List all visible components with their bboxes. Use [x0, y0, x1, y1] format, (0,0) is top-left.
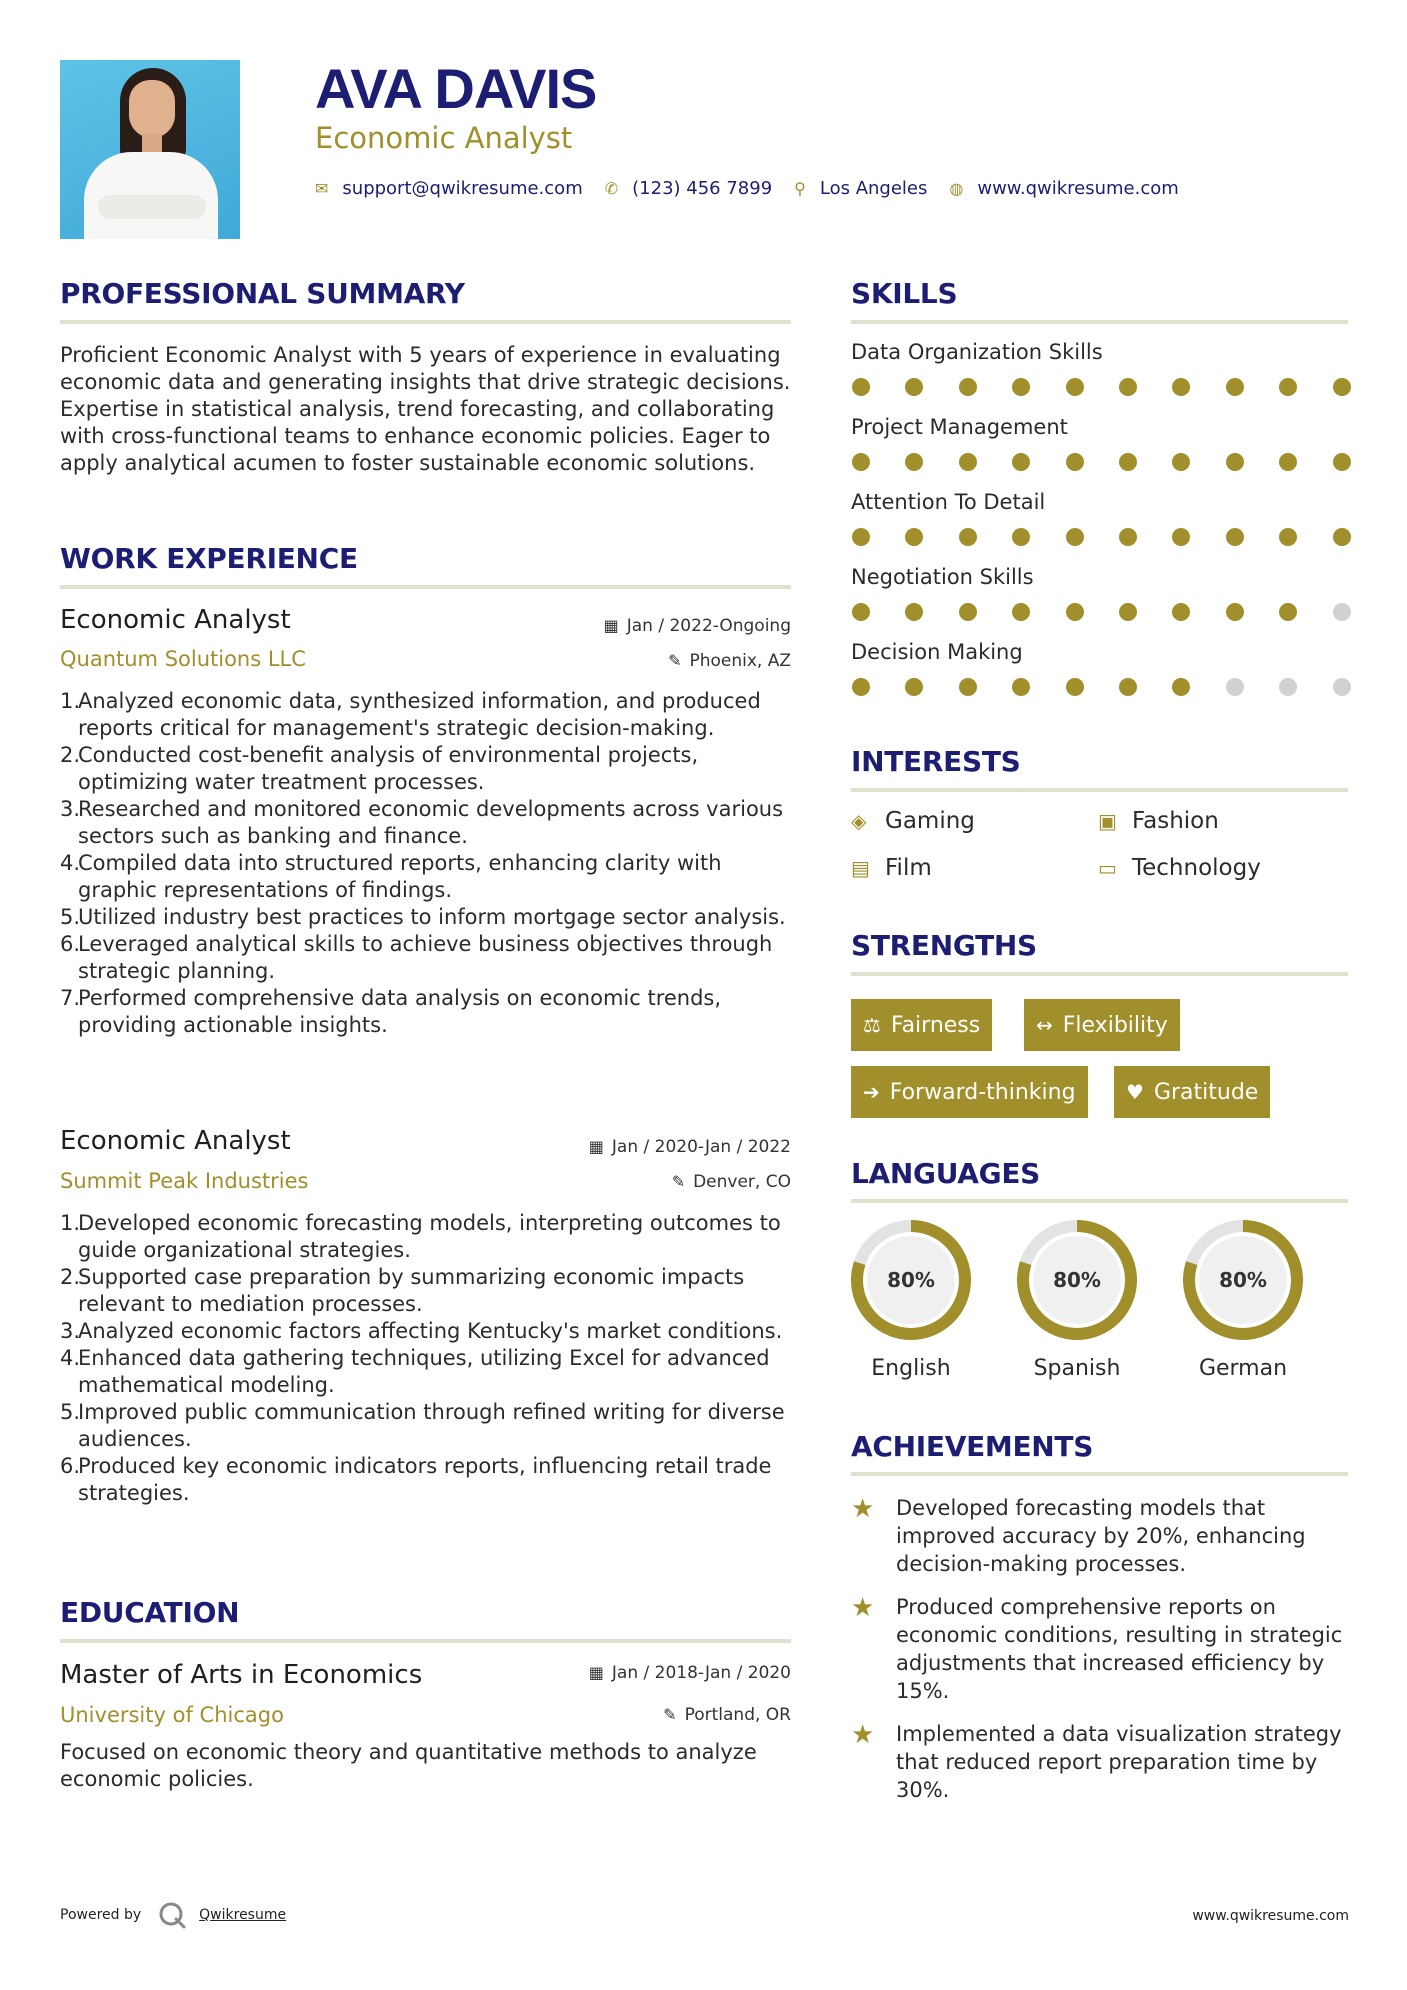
- language-ring: [850, 1219, 972, 1341]
- skill-dot-filled: [1066, 453, 1084, 471]
- education-location: ✎ Portland, OR: [663, 1705, 791, 1725]
- section-divider: [60, 320, 791, 324]
- language-percent: 80%: [887, 1268, 935, 1292]
- job-duties-list: [60, 688, 795, 1039]
- skill-rating: [851, 603, 1349, 627]
- list-item: 1. Analyzed economic data, synthesized information, and produced reports critical for management's strategic decision-making.: [60, 689, 761, 740]
- candidate-name: AVA DAVIS: [315, 57, 597, 120]
- education-description: Focused on economic theory and quantitative methods to analyze economic policies.: [60, 1740, 757, 1791]
- section-heading-interests: INTERESTS: [851, 745, 1021, 778]
- skill-label: Negotiation Skills: [851, 565, 1034, 589]
- calendar-icon: ▦: [588, 1137, 604, 1156]
- contact-bar: [315, 178, 1201, 199]
- skill-dot-filled: [1012, 603, 1030, 621]
- contact-location: ⚲ Los Angeles: [794, 178, 928, 199]
- job-company: Summit Peak Industries: [60, 1169, 309, 1193]
- skill-dot-filled: [1333, 528, 1351, 546]
- skill-dot-filled: [905, 603, 923, 621]
- list-item: 4. Enhanced data gathering techniques, utilizing Excel for advanced mathematical modeling.: [60, 1346, 770, 1397]
- skill-dot-filled: [1066, 378, 1084, 396]
- list-item: 5. Utilized industry best practices to inform mortgage sector analysis.: [60, 905, 786, 929]
- list-item: 1. Developed economic forecasting models, interpreting outcomes to guide organizational strategies.: [60, 1211, 781, 1262]
- skill-dot-filled: [852, 453, 870, 471]
- job-location: ✎ Phoenix, AZ: [668, 651, 791, 671]
- section-divider: [851, 972, 1348, 976]
- section-heading-education: EDUCATION: [60, 1596, 240, 1629]
- pin-icon: ✎: [671, 1172, 686, 1191]
- star-award-icon: ★: [851, 1593, 875, 1623]
- section-divider: [851, 788, 1348, 792]
- film-icon: ▤: [851, 856, 870, 880]
- map-pin-icon: ⚲: [794, 179, 806, 198]
- job-title: Economic Analyst: [60, 605, 291, 635]
- skill-dot-empty: [1279, 678, 1297, 696]
- skill-dot-filled: [852, 603, 870, 621]
- skill-label: Data Organization Skills: [851, 340, 1103, 364]
- skill-dot-filled: [1119, 528, 1137, 546]
- skill-dot-filled: [1226, 378, 1244, 396]
- skill-label: Project Management: [851, 415, 1068, 439]
- list-item: 3. Analyzed economic factors affecting Kentucky's market conditions.: [60, 1319, 783, 1343]
- language-ring: [1182, 1219, 1304, 1341]
- pin-icon: ✎: [663, 1705, 677, 1724]
- globe-icon: ◍: [949, 179, 964, 198]
- contact-email[interactable]: ✉ support@qwikresume.com: [315, 178, 583, 199]
- language-percent: 80%: [1053, 1268, 1101, 1292]
- section-heading-experience: WORK EXPERIENCE: [60, 542, 358, 575]
- skill-dot-filled: [1333, 453, 1351, 471]
- star-award-icon: ★: [851, 1720, 875, 1750]
- skill-dot-filled: [1119, 603, 1137, 621]
- skill-rating: [851, 378, 1349, 402]
- section-heading-languages: LANGUAGES: [851, 1157, 1041, 1190]
- language-label: German: [1198, 1356, 1288, 1381]
- skill-dot-filled: [1279, 603, 1297, 621]
- skill-dot-filled: [1066, 678, 1084, 696]
- skill-dot-filled: [905, 678, 923, 696]
- language-ring: [1016, 1219, 1138, 1341]
- list-item: 3. Researched and monitored economic developments across various sectors such as banking and finance.: [60, 797, 784, 848]
- section-heading-skills: SKILLS: [851, 277, 958, 310]
- school-name: University of Chicago: [60, 1703, 284, 1727]
- degree-title: Master of Arts in Economics: [60, 1660, 423, 1690]
- skill-dot-filled: [1066, 603, 1084, 621]
- contact-phone[interactable]: ✆ (123) 456 7899: [604, 178, 773, 199]
- strength-badge: ➔ Forward-thinking: [851, 1066, 1088, 1118]
- list-item: 6. Leveraged analytical skills to achieve business objectives through strategic planning.: [60, 932, 773, 983]
- skill-dot-filled: [1226, 528, 1244, 546]
- job-duties-list: [60, 1210, 795, 1507]
- skill-dot-filled: [959, 378, 977, 396]
- skill-dot-empty: [1333, 678, 1351, 696]
- section-heading-strengths: STRENGTHS: [851, 929, 1037, 962]
- skill-item: [851, 415, 1349, 477]
- qwikresume-logo-icon: [157, 1900, 187, 1930]
- section-divider: [60, 1639, 791, 1643]
- skill-dot-filled: [1012, 453, 1030, 471]
- shopping-bag-icon: ▣: [1098, 809, 1117, 833]
- job-location: ✎ Denver, CO: [671, 1172, 791, 1192]
- skill-rating: [851, 678, 1349, 702]
- list-item: 7. Performed comprehensive data analysis on economic trends, providing actionable insights.: [60, 986, 722, 1037]
- laptop-icon: ▭: [1098, 856, 1117, 880]
- skill-dot-filled: [1172, 453, 1190, 471]
- skill-dot-filled: [1279, 528, 1297, 546]
- list-item: 6. Produced key economic indicators reports, influencing retail trade strategies.: [60, 1454, 772, 1505]
- skill-rating: [851, 528, 1349, 552]
- interest-item: ▤ Film: [851, 855, 932, 881]
- skill-dot-filled: [1172, 378, 1190, 396]
- skill-dot-filled: [852, 378, 870, 396]
- skill-item: [851, 340, 1349, 402]
- phone-icon: ✆: [604, 179, 619, 198]
- list-item: 4. Compiled data into structured reports, enhancing clarity with graphic representations of findings.: [60, 851, 722, 902]
- skill-dot-filled: [1172, 603, 1190, 621]
- skill-dot-filled: [852, 528, 870, 546]
- skill-dot-filled: [1012, 678, 1030, 696]
- skill-dot-filled: [1119, 453, 1137, 471]
- interest-item: ▭ Technology: [1098, 855, 1261, 881]
- contact-website[interactable]: ◍ www.qwikresume.com: [949, 178, 1179, 199]
- footer-site-link[interactable]: www.qwikresume.com: [1192, 1908, 1349, 1924]
- skill-dot-filled: [905, 453, 923, 471]
- skill-rating: [851, 453, 1349, 477]
- skill-dot-filled: [959, 453, 977, 471]
- list-item: 2. Conducted cost-benefit analysis of environmental projects, optimizing water treatment processes.: [60, 743, 699, 794]
- section-divider: [851, 320, 1348, 324]
- arrow-right-icon: ➔: [863, 1080, 880, 1104]
- skill-dot-empty: [1226, 678, 1244, 696]
- language-percent: 80%: [1219, 1268, 1267, 1292]
- job-company: Quantum Solutions LLC: [60, 647, 306, 671]
- skill-dot-empty: [1333, 603, 1351, 621]
- skill-dot-filled: [1279, 378, 1297, 396]
- section-heading-achievements: ACHIEVEMENTS: [851, 1430, 1094, 1463]
- language-label: Spanish: [1033, 1356, 1121, 1381]
- skill-dot-filled: [959, 678, 977, 696]
- skill-dot-filled: [1226, 453, 1244, 471]
- strength-badge: ⚖ Fairness: [851, 999, 992, 1051]
- pin-icon: ✎: [668, 651, 682, 670]
- skill-dot-filled: [1119, 378, 1137, 396]
- skill-dot-filled: [959, 603, 977, 621]
- candidate-title: Economic Analyst: [315, 121, 573, 155]
- language-label: English: [871, 1356, 951, 1381]
- list-item: 5. Improved public communication through refined writing for diverse audiences.: [60, 1400, 785, 1451]
- skill-dot-filled: [852, 678, 870, 696]
- section-divider: [851, 1472, 1348, 1476]
- skill-dot-filled: [1119, 678, 1137, 696]
- skill-item: [851, 640, 1349, 702]
- heart-icon: ♥: [1126, 1080, 1144, 1104]
- summary-text: Proficient Economic Analyst with 5 years of experience in evaluating economic data and generating insights that drive strategic decisions. Expertise in statistical analysis, trend forecasting, and collaborating with cross-functional teams to enhance economic policies. Eager to apply analytical acumen to foster sustainable economic solutions.: [60, 343, 791, 475]
- star-award-icon: ★: [851, 1494, 875, 1524]
- calendar-icon: ▦: [603, 616, 619, 635]
- skill-dot-filled: [1012, 378, 1030, 396]
- job-dates: ▦ Jan / 2022-Ongoing: [603, 616, 791, 636]
- skill-dot-filled: [1172, 528, 1190, 546]
- interest-item: ◈ Gaming: [851, 808, 975, 834]
- footer-powered-by: Powered by Qwikresume: [60, 1900, 286, 1930]
- education-dates: ▦ Jan / 2018-Jan / 2020: [588, 1663, 791, 1683]
- footer-brand-link[interactable]: Qwikresume: [199, 1907, 287, 1923]
- skill-dot-filled: [905, 378, 923, 396]
- skill-label: Decision Making: [851, 640, 1023, 664]
- skill-item: [851, 490, 1349, 552]
- section-heading-summary: PROFESSIONAL SUMMARY: [60, 277, 465, 310]
- balance-scale-icon: ⚖: [863, 1013, 881, 1037]
- skill-dot-filled: [905, 528, 923, 546]
- skill-item: [851, 565, 1349, 627]
- section-divider: [60, 585, 791, 589]
- skill-dot-filled: [1333, 378, 1351, 396]
- strength-badge: ♥ Gratitude: [1114, 1066, 1270, 1118]
- skill-dot-filled: [1226, 603, 1244, 621]
- job-dates: ▦ Jan / 2020-Jan / 2022: [588, 1137, 791, 1157]
- strength-badge: ↔ Flexibility: [1024, 999, 1180, 1051]
- section-divider: [851, 1199, 1348, 1203]
- arrows-horizontal-icon: ↔: [1036, 1013, 1053, 1037]
- skill-dot-filled: [959, 528, 977, 546]
- list-item: 2. Supported case preparation by summarizing economic impacts relevant to mediation processes.: [60, 1265, 745, 1316]
- skill-dot-filled: [1066, 528, 1084, 546]
- skill-dot-filled: [1012, 528, 1030, 546]
- interest-item: ▣ Fashion: [1098, 808, 1219, 834]
- skill-dot-filled: [1279, 453, 1297, 471]
- skill-dot-filled: [1172, 678, 1190, 696]
- gamepad-icon: ◈: [851, 809, 867, 833]
- calendar-icon: ▦: [588, 1663, 604, 1682]
- profile-photo: [60, 60, 240, 239]
- skill-label: Attention To Detail: [851, 490, 1046, 514]
- envelope-icon: ✉: [315, 179, 329, 198]
- job-title: Economic Analyst: [60, 1126, 291, 1156]
